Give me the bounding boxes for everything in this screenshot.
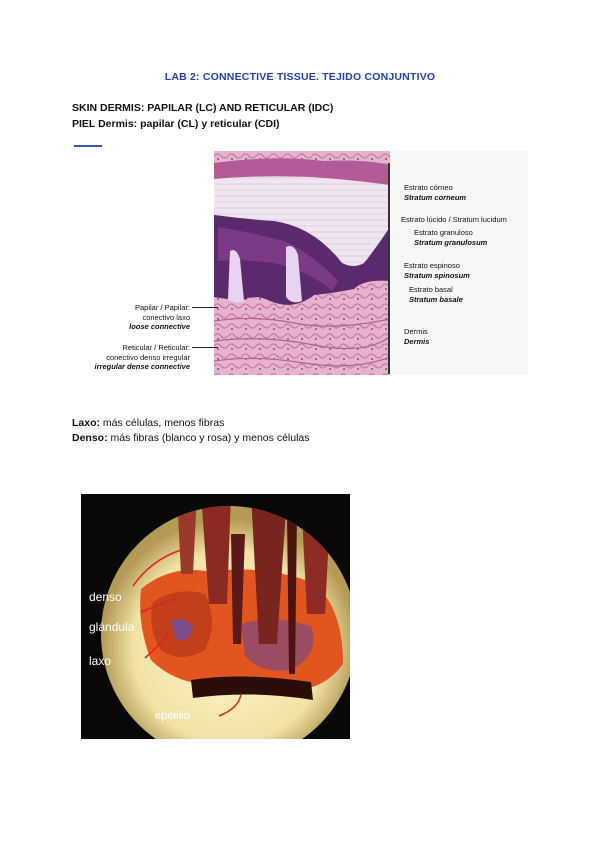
label-stratum-spinosum: Estrato espinoso Stratum spinosum (404, 261, 470, 280)
page-title: LAB 2: CONNECTIVE TISSUE. TEJIDO CONJUNTIVO (164, 71, 436, 83)
label-denso: denso (89, 590, 122, 604)
label-glandula: glándula (89, 620, 135, 634)
label-reticular: Reticular / Reticular: conectivo denso irregular irregular dense connective (94, 343, 190, 371)
label-papilar: Papilar / Papilar: conectivo laxo loose connective (129, 303, 190, 331)
label-dermis: Dermis Dermis (404, 327, 430, 346)
heading-spanish: PIEL Dermis: papilar (CL) y reticular (CDI) (72, 118, 280, 130)
label-laxo: laxo (89, 654, 112, 668)
label-stratum-granulosum: Estrato granuloso Stratum granulosum (414, 228, 488, 247)
papilar-pointer (192, 307, 218, 308)
laxo-description: Laxo: más células, menos fibras (72, 417, 225, 429)
label-stratum-lucidum: Estrato lúcido / Stratum lucidum (401, 215, 507, 224)
label-stratum-corneum: Estrato córneo Stratum corneum (404, 183, 467, 202)
blue-rule (74, 145, 102, 147)
strata-bracket (388, 163, 390, 374)
reticular-pointer (192, 347, 218, 348)
heading-english: SKIN DERMIS: PAPILAR (LC) AND RETICULAR (IDC) (72, 102, 334, 114)
label-stratum-basale: Estrato basal Stratum basale (409, 285, 463, 304)
label-epitelio: epitelio (155, 710, 190, 722)
denso-description: Denso: más fibras (blanco y rosa) y menos células (72, 432, 310, 444)
skin-histology-image (214, 151, 390, 375)
microscope-photo (81, 494, 350, 739)
